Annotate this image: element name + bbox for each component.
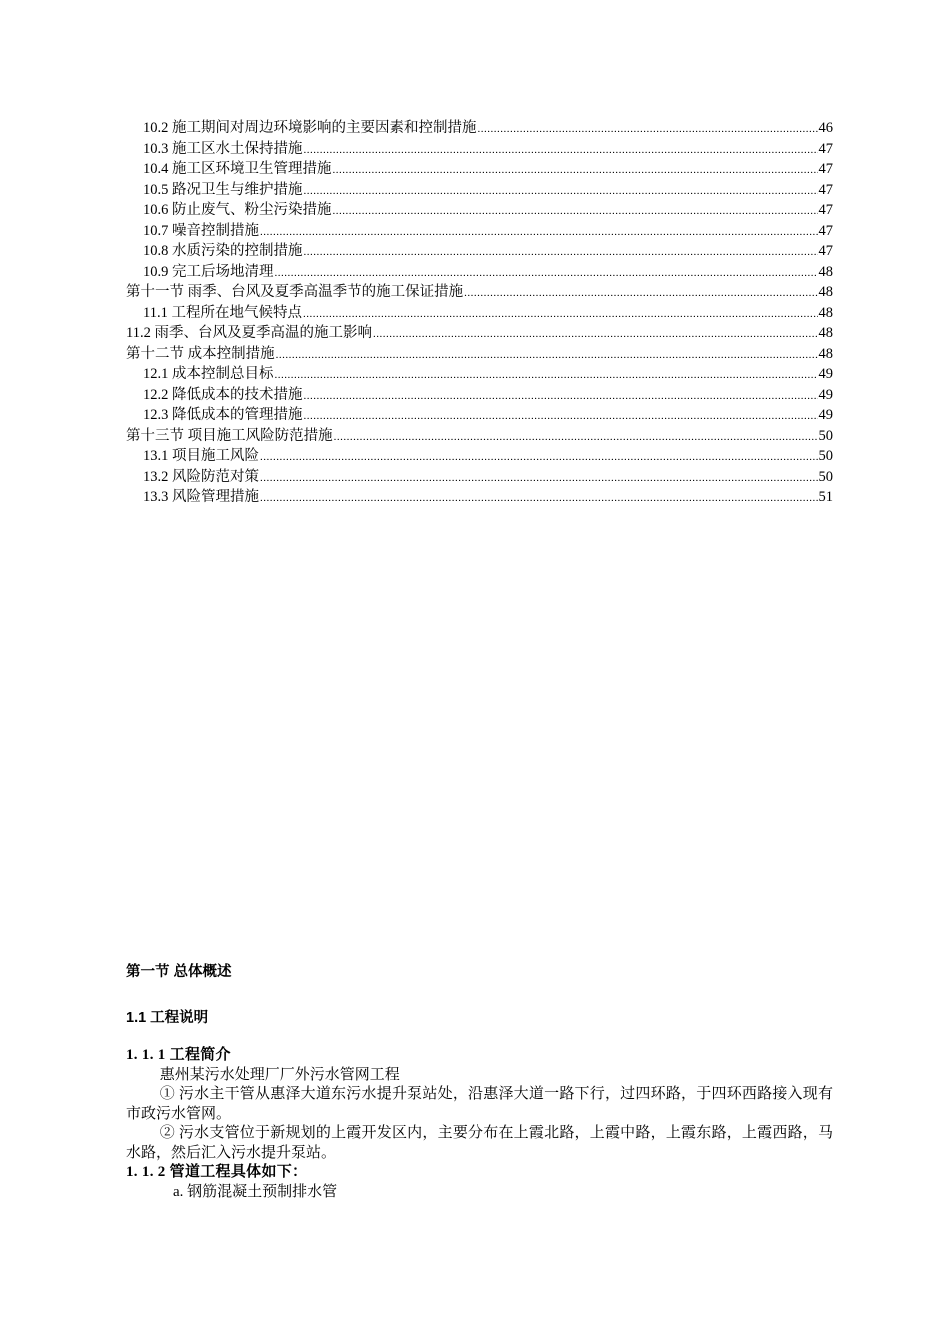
toc-entry-page: 47 bbox=[818, 161, 833, 177]
toc-entry-page: 48 bbox=[818, 284, 833, 300]
toc-entry-page: 48 bbox=[818, 304, 833, 321]
toc-entry-title: 10.4 施工区环境卫生管理措施 bbox=[143, 161, 332, 177]
toc-entry-page: 48 bbox=[818, 263, 833, 280]
branch-pipe-paragraph: ② 污水支管位于新规划的上霞开发区内，主要分布在上霞北路，上霞中路，上霞东路，上霞西路，马水路，然后汇入污水提升泵站。 bbox=[126, 1125, 833, 1161]
toc-entry[interactable] bbox=[126, 467, 833, 488]
toc-entry-title: 12.1 成本控制总目标 bbox=[143, 366, 274, 382]
toc-entry[interactable] bbox=[126, 426, 833, 447]
toc-entry-title: 12.2 降低成本的技术措施 bbox=[143, 386, 303, 403]
toc-entry-page: 51 bbox=[818, 489, 833, 505]
toc-dot-leader bbox=[260, 468, 818, 489]
toc-entry[interactable] bbox=[126, 221, 833, 242]
toc-dot-leader bbox=[304, 406, 818, 427]
toc-dot-leader bbox=[333, 160, 818, 181]
toc-entry-page: 47 bbox=[818, 222, 833, 239]
toc-dot-leader bbox=[276, 345, 818, 366]
toc-entry-page: 48 bbox=[818, 325, 833, 341]
project-name-paragraph: 惠州某污水处理厂厂外污水管网工程 bbox=[159, 1066, 400, 1083]
toc-entry-title: 10.2 施工期间对周边环境影响的主要因素和控制措施 bbox=[143, 120, 477, 136]
list-item: a. 钢筋混凝土预制排水管 bbox=[173, 1183, 338, 1200]
toc-entry-page: 46 bbox=[818, 120, 833, 136]
toc-entry[interactable] bbox=[126, 385, 833, 406]
toc-entry-title: 10.3 施工区水土保持措施 bbox=[143, 140, 303, 157]
toc-entry-title: 11.1 工程所在地气候特点 bbox=[143, 304, 302, 321]
subsection-heading: 1.1 工程说明 bbox=[126, 1010, 209, 1026]
toc-entry-page: 49 bbox=[818, 407, 833, 423]
toc-dot-leader bbox=[464, 283, 817, 304]
toc-entry-title: 10.5 路况卫生与维护措施 bbox=[143, 181, 303, 198]
toc-dot-leader bbox=[260, 222, 818, 243]
toc-entry-title: 第十一节 雨季、台风及夏季高温季节的施工保证措施 bbox=[126, 284, 464, 300]
toc-dot-leader bbox=[304, 386, 818, 407]
toc-entry-page: 48 bbox=[818, 345, 833, 362]
toc-entry-page: 47 bbox=[818, 243, 833, 259]
toc-dot-leader bbox=[275, 365, 818, 386]
toc-entry[interactable] bbox=[126, 303, 833, 324]
toc-entry[interactable] bbox=[126, 344, 833, 365]
toc-entry-title: 10.6 防止废气、粉尘污染措施 bbox=[143, 202, 332, 218]
toc-dot-leader bbox=[260, 447, 818, 468]
toc-entry[interactable] bbox=[126, 487, 833, 508]
toc-dot-leader bbox=[304, 140, 818, 161]
toc-entry-title: 第十二节 成本控制措施 bbox=[126, 345, 275, 362]
toc-entry-page: 49 bbox=[818, 366, 833, 382]
toc-entry-page: 50 bbox=[818, 448, 833, 464]
toc-entry-page: 47 bbox=[818, 181, 833, 198]
section-heading: 第一节 总体概述 bbox=[126, 964, 232, 980]
toc-entry-title: 12.3 降低成本的管理措施 bbox=[143, 407, 303, 423]
toc-entry-title: 10.9 完工后场地清理 bbox=[143, 263, 274, 280]
toc-entry[interactable] bbox=[126, 241, 833, 262]
toc-entry[interactable] bbox=[126, 364, 833, 385]
toc-entry-title: 13.2 风险防范对策 bbox=[143, 468, 259, 485]
body-text bbox=[126, 1046, 833, 1202]
toc-entry-page: 47 bbox=[818, 140, 833, 157]
toc-entry[interactable] bbox=[126, 200, 833, 221]
toc-entry[interactable] bbox=[126, 118, 833, 139]
table-of-contents bbox=[126, 118, 833, 508]
toc-entry[interactable] bbox=[126, 180, 833, 201]
toc-dot-leader bbox=[260, 488, 818, 509]
toc-entry-title: 13.3 风险管理措施 bbox=[143, 489, 259, 505]
toc-dot-leader bbox=[478, 119, 818, 140]
toc-entry[interactable] bbox=[126, 159, 833, 180]
subsubsection-heading-pipes: 1. 1. 2 管道工程具体如下： bbox=[126, 1164, 308, 1180]
toc-entry[interactable] bbox=[126, 405, 833, 426]
toc-entry-page: 50 bbox=[818, 427, 833, 444]
toc-entry[interactable] bbox=[126, 262, 833, 283]
toc-entry-page: 49 bbox=[818, 386, 833, 403]
toc-entry-title: 10.8 水质污染的控制措施 bbox=[143, 243, 303, 259]
toc-dot-leader bbox=[334, 427, 818, 448]
toc-entry-page: 50 bbox=[818, 468, 833, 485]
toc-entry-title: 第十三节 项目施工风险防范措施 bbox=[126, 427, 333, 444]
toc-dot-leader bbox=[304, 242, 818, 263]
toc-entry[interactable] bbox=[126, 446, 833, 467]
toc-dot-leader bbox=[304, 181, 818, 202]
toc-entry[interactable] bbox=[126, 282, 833, 303]
toc-entry-page: 47 bbox=[818, 202, 833, 218]
toc-entry-title: 10.7 噪音控制措施 bbox=[143, 222, 259, 239]
toc-entry[interactable] bbox=[126, 323, 833, 344]
toc-entry[interactable] bbox=[126, 139, 833, 160]
toc-entry-title: 11.2 雨季、台风及夏季高温的施工影响 bbox=[126, 325, 372, 341]
subsubsection-heading-intro: 1. 1. 1 工程简介 bbox=[126, 1047, 231, 1063]
main-pipe-paragraph: ① 污水主干管从惠泽大道东污水提升泵站处，沿惠泽大道一路下行，过四环路，于四环西路接入现有市政污水管网。 bbox=[126, 1086, 833, 1122]
toc-dot-leader bbox=[333, 201, 818, 222]
toc-dot-leader bbox=[373, 324, 818, 345]
toc-dot-leader bbox=[303, 304, 818, 325]
toc-entry-title: 13.1 项目施工风险 bbox=[143, 448, 259, 464]
toc-dot-leader bbox=[275, 263, 818, 284]
